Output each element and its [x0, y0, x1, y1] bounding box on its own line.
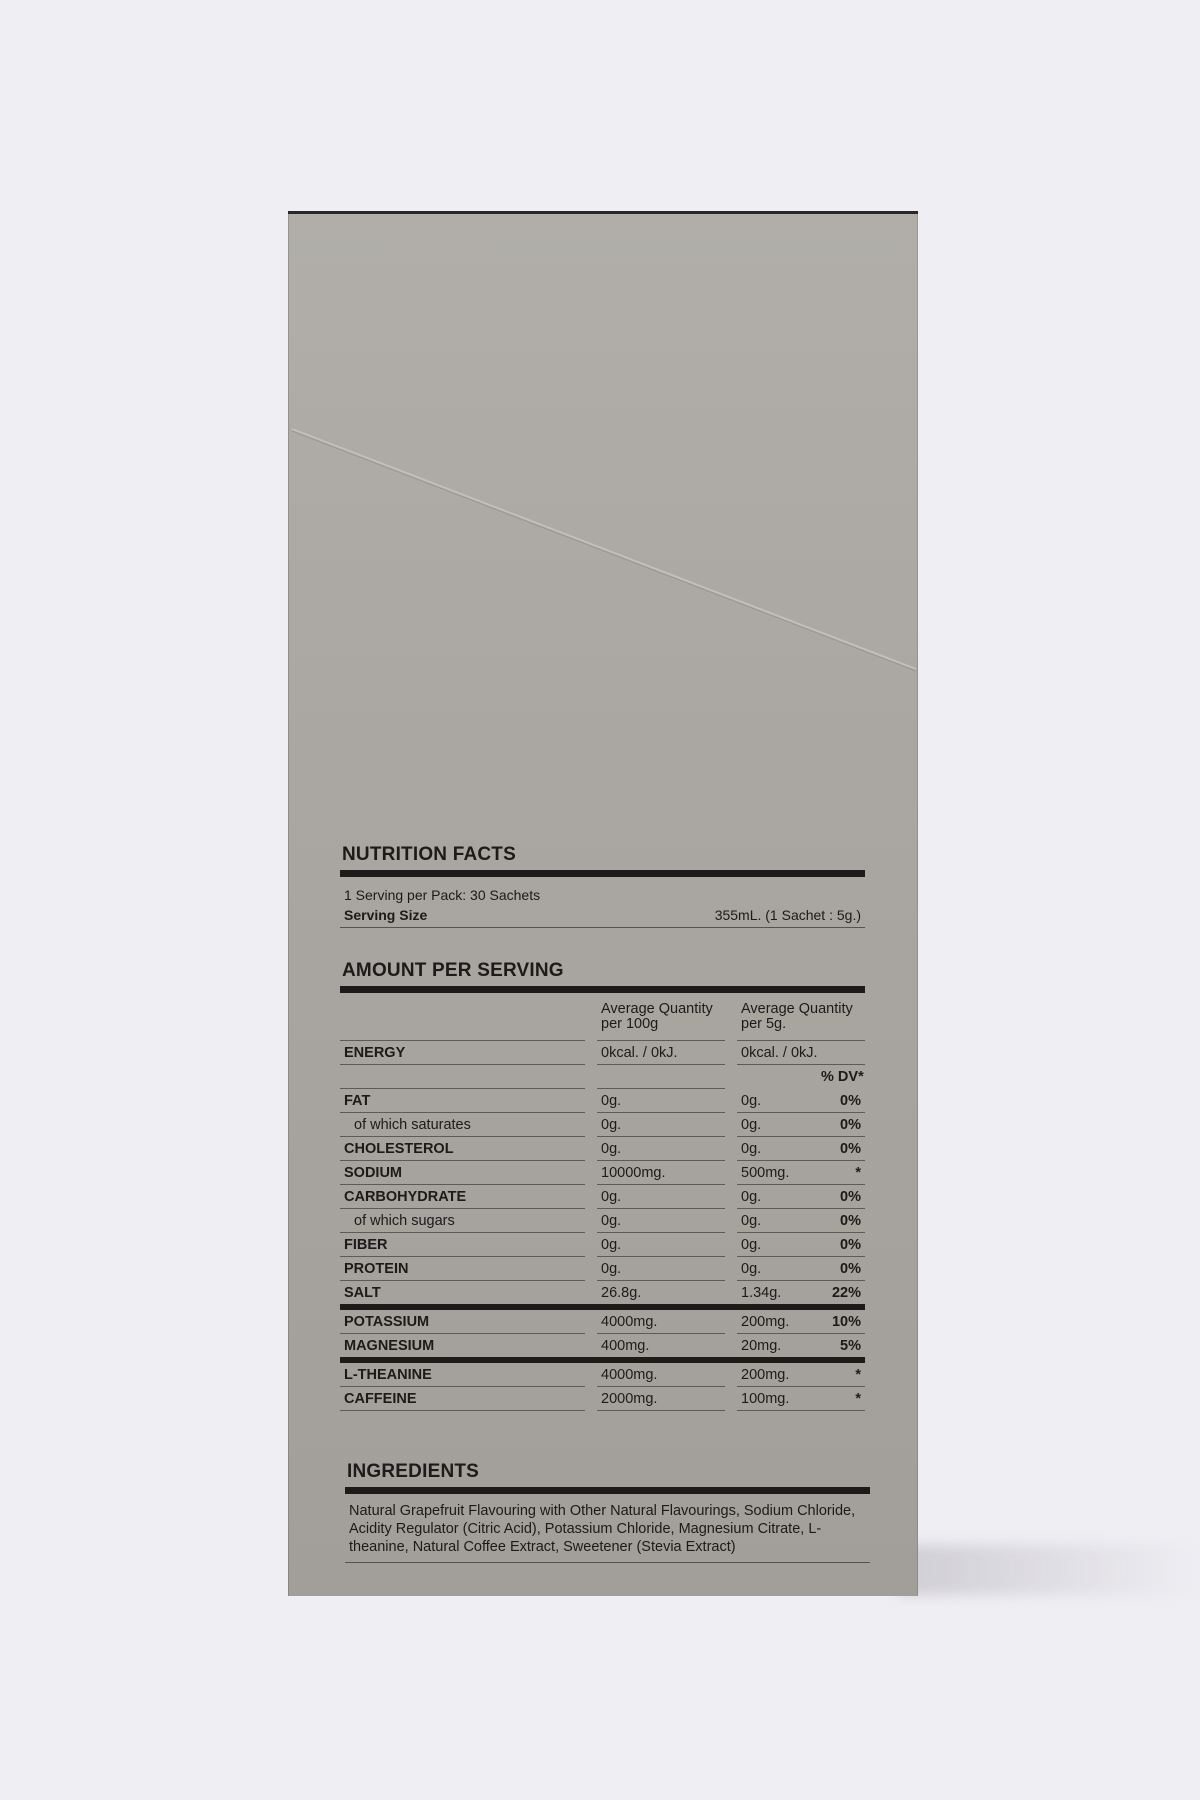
nutrient-name: SODIUM — [340, 1161, 585, 1185]
nutrient-name: FIBER — [340, 1233, 585, 1257]
value-per-5g: 0g. — [737, 1113, 817, 1137]
table-row — [340, 1310, 865, 1334]
value-per-5g: 500mg. — [737, 1161, 817, 1185]
header-per-5g: Average Quantity per 5g. — [737, 994, 865, 1041]
dv-header-row — [340, 1065, 865, 1089]
value-per-5g: 200mg. — [737, 1363, 817, 1387]
servings-per-pack-row — [340, 885, 865, 905]
daily-value: 0% — [817, 1113, 865, 1137]
product-box — [288, 211, 918, 1596]
nutrient-name: SALT — [340, 1281, 585, 1310]
value-per-5g: 20mg. — [737, 1334, 817, 1363]
value-per-100g: 0g. — [597, 1137, 725, 1161]
value-per-5g: 0g. — [737, 1209, 817, 1233]
table-row — [340, 1209, 865, 1233]
daily-value: 0% — [817, 1137, 865, 1161]
value-per-100g: 0g. — [597, 1209, 725, 1233]
box-shadow — [900, 1545, 1200, 1595]
value-per-5g: 1.34g. — [737, 1281, 817, 1310]
table-row — [340, 1387, 865, 1411]
divider — [340, 870, 865, 877]
divider — [340, 986, 865, 993]
divider — [345, 1562, 870, 1563]
value-per-5g: 100mg. — [737, 1387, 817, 1411]
value-per-5g: 0g. — [737, 1185, 817, 1209]
value-per-5g: 0g. — [737, 1137, 817, 1161]
value-per-5g: 0g. — [737, 1089, 817, 1113]
header-per-100g: Average Quantity per 100g — [597, 994, 725, 1041]
daily-value: 5% — [817, 1334, 865, 1363]
value-per-100g: 0g. — [597, 1113, 725, 1137]
value-per-5g: 0kcal. / 0kJ. — [737, 1041, 865, 1065]
serving-size-value: 355mL. (1 Sachet : 5g.) — [714, 907, 861, 923]
nutrient-name: FAT — [340, 1089, 585, 1113]
daily-value: 22% — [817, 1281, 865, 1310]
daily-value: * — [817, 1387, 865, 1411]
dv-header: % DV* — [821, 1069, 864, 1085]
nutrition-facts-title: NUTRITION FACTS — [342, 844, 516, 865]
daily-value: 0% — [817, 1257, 865, 1281]
nutrient-name: PROTEIN — [340, 1257, 585, 1281]
header-blank — [340, 994, 585, 1041]
blank-cell — [597, 1065, 725, 1089]
value-per-100g: 10000mg. — [597, 1161, 725, 1185]
daily-value: 0% — [817, 1089, 865, 1113]
table-row — [340, 1281, 865, 1310]
value-per-100g: 4000mg. — [597, 1363, 725, 1387]
serving-size-row — [340, 905, 865, 925]
daily-value: * — [817, 1161, 865, 1185]
value-per-100g: 0g. — [597, 1233, 725, 1257]
blank-cell — [340, 1065, 585, 1089]
table-header-row — [340, 994, 865, 1041]
value-per-5g: 0g. — [737, 1257, 817, 1281]
nutrition-table — [340, 994, 865, 1411]
nutrient-name: of which saturates — [340, 1113, 585, 1137]
amount-per-serving-title: AMOUNT PER SERVING — [342, 960, 564, 981]
table-row — [340, 1161, 865, 1185]
nutrient-name: CHOLESTEROL — [340, 1137, 585, 1161]
value-per-100g: 400mg. — [597, 1334, 725, 1363]
daily-value: * — [817, 1363, 865, 1387]
value-per-100g: 2000mg. — [597, 1387, 725, 1411]
value-per-5g: 0g. — [737, 1233, 817, 1257]
table-row — [340, 1113, 865, 1137]
table-row — [340, 1185, 865, 1209]
ingredients-section — [345, 1457, 870, 1563]
nutrient-name: MAGNESIUM — [340, 1334, 585, 1363]
nutrient-name: of which sugars — [340, 1209, 585, 1233]
daily-value: 0% — [817, 1185, 865, 1209]
daily-value: 10% — [817, 1310, 865, 1334]
servings-per-pack: 1 Serving per Pack: 30 Sachets — [344, 887, 541, 903]
nutrition-facts-section — [340, 840, 865, 928]
table-row — [340, 1363, 865, 1387]
table-row — [340, 1233, 865, 1257]
serving-size-label: Serving Size — [344, 907, 428, 923]
table-row — [340, 1257, 865, 1281]
nutrient-name: CARBOHYDRATE — [340, 1185, 585, 1209]
box-fold-crease — [288, 214, 918, 914]
ingredients-text: Natural Grapefruit Flavouring with Other Natural Flavourings, Sodium Chloride, Acidity Regulator (Citric Acid), Potassium Chloride, Magnesium Citrate, L-theanine, Natural Coffee Extract, Sweetener (Stevia Extract) — [349, 1503, 856, 1555]
daily-value: 0% — [817, 1233, 865, 1257]
value-per-100g: 0g. — [597, 1257, 725, 1281]
value-per-100g: 0g. — [597, 1185, 725, 1209]
value-per-100g: 26.8g. — [597, 1281, 725, 1310]
table-row — [340, 1334, 865, 1363]
blank-cell — [737, 1065, 817, 1089]
nutrient-name: POTASSIUM — [340, 1310, 585, 1334]
value-per-100g: 0kcal. / 0kJ. — [597, 1041, 725, 1065]
table-row-energy — [340, 1041, 865, 1065]
table-row — [340, 1089, 865, 1113]
ingredients-title: INGREDIENTS — [347, 1461, 480, 1482]
nutrient-name: ENERGY — [340, 1041, 585, 1065]
amount-per-serving-section — [340, 956, 865, 1411]
value-per-100g: 4000mg. — [597, 1310, 725, 1334]
value-per-5g: 200mg. — [737, 1310, 817, 1334]
daily-value: 0% — [817, 1209, 865, 1233]
nutrient-name: CAFFEINE — [340, 1387, 585, 1411]
value-per-100g: 0g. — [597, 1089, 725, 1113]
serving-info — [340, 877, 865, 925]
divider — [340, 927, 865, 928]
divider — [345, 1487, 870, 1494]
nutrient-name: L-THEANINE — [340, 1363, 585, 1387]
table-row — [340, 1137, 865, 1161]
